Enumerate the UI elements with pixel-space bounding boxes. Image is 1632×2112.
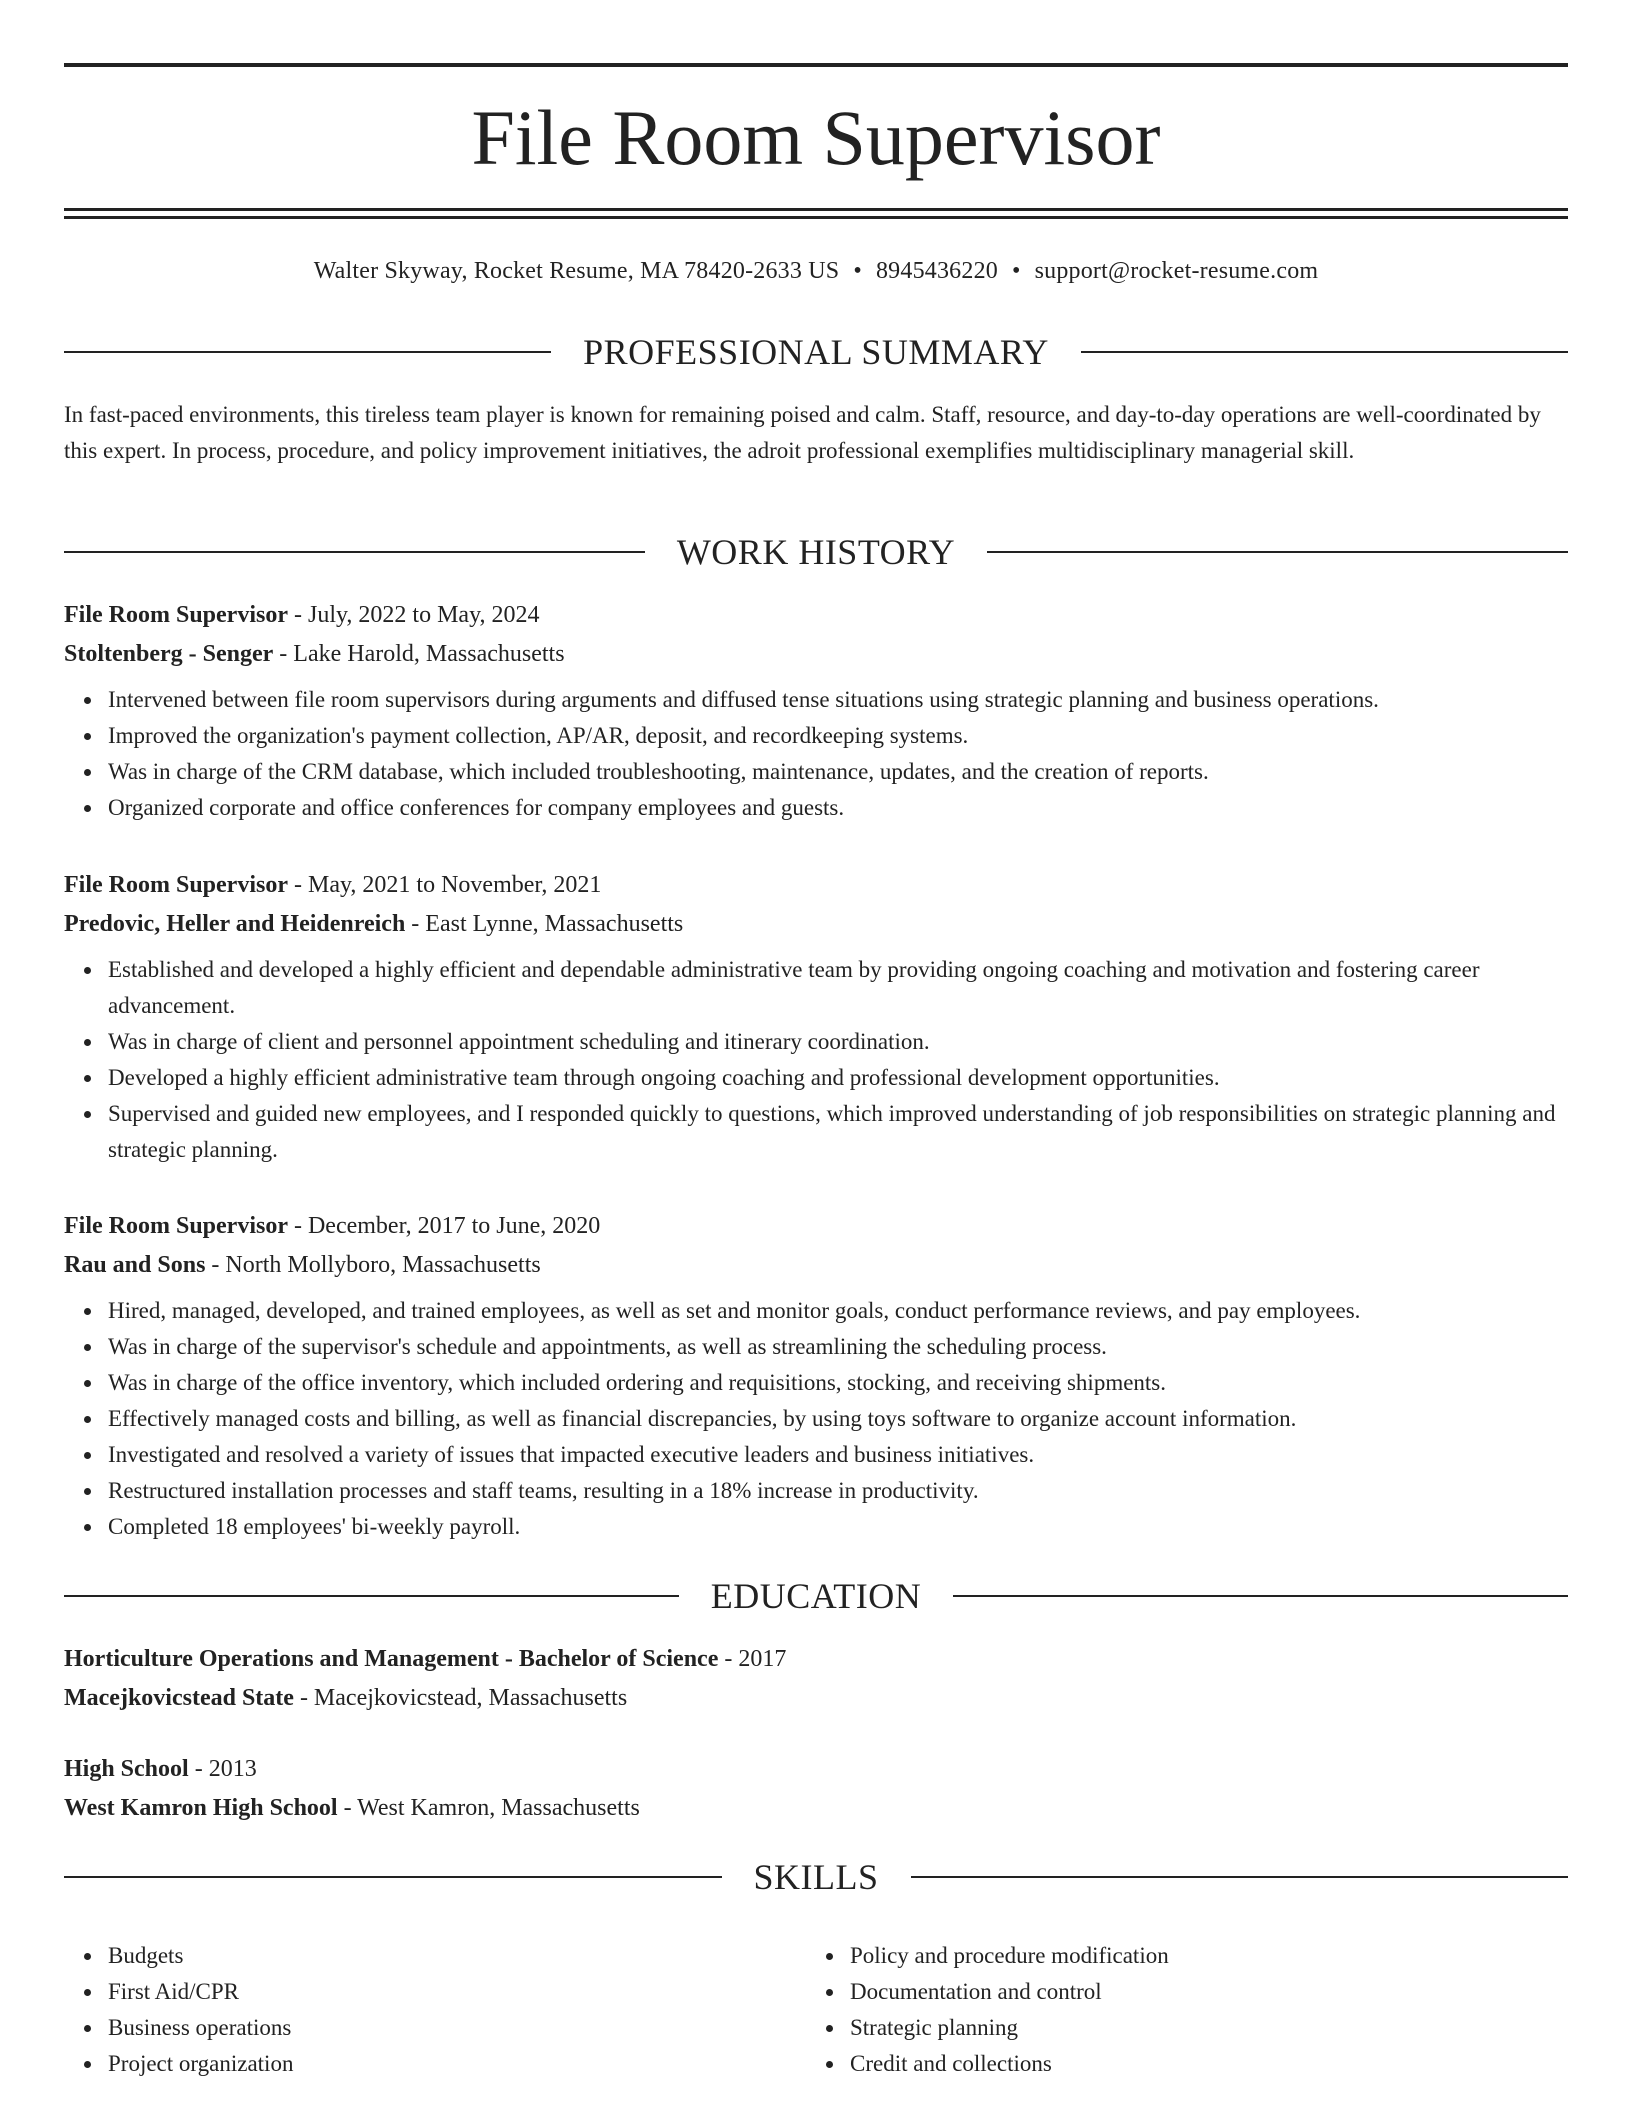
skill-item: First Aid/CPR <box>108 1974 764 2010</box>
skills-column-right <box>806 1938 1506 2082</box>
heading-rule <box>64 1595 679 1597</box>
education-degree: Horticulture Operations and Management - Bachelor of Science <box>64 1646 719 1672</box>
job-bullet: Supervised and guided new employees, and I responded quickly to questions, which improved understanding of job responsibilities on strategic planning and strategic planning. <box>108 1096 1568 1168</box>
job-bullet: Intervened between file room supervisors during arguments and diffused tense situations using strategic planning and business operations. <box>108 682 1568 718</box>
summary-text: In fast-paced environments, this tireless team player is known for remaining poised and calm. Staff, resource, and day-to-day operations are well-coordinated by this expert. In process, procedure, and policy improvement initiatives, the adroit professional exemplifies multidisciplinary managerial skill. <box>64 402 1541 463</box>
education-school-line <box>64 1789 1568 1828</box>
job-location: - North Mollyboro, Massachusetts <box>205 1252 541 1278</box>
job-bullet: Completed 18 employees' bi-weekly payroll. <box>108 1509 1568 1545</box>
education-entry <box>64 1640 1568 1718</box>
contact-address: Walter Skyway, Rocket Resume, MA 78420-2633 US <box>313 258 840 284</box>
job-bullet: Restructured installation processes and staff teams, resulting in a 18% increase in productivity. <box>108 1473 1568 1509</box>
job-entry <box>64 1207 1568 1545</box>
job-bullet: Was in charge of the supervisor's schedule and appointments, as well as streamlining the scheduling process. <box>108 1329 1568 1365</box>
job-dates: - July, 2022 to May, 2024 <box>287 602 540 628</box>
job-title-line <box>64 866 1568 905</box>
education-degree: High School <box>64 1756 189 1782</box>
job-bullet: Investigated and resolved a variety of issues that impacted executive leaders and business initiatives. <box>108 1437 1568 1473</box>
job-dates: - December, 2017 to June, 2020 <box>287 1213 601 1239</box>
education-entry <box>64 1750 1568 1828</box>
job-bullet: Was in charge of client and personnel appointment scheduling and itinerary coordination. <box>108 1024 1568 1060</box>
job-company: Stoltenberg - Senger <box>64 641 274 667</box>
education-degree-line <box>64 1640 1568 1679</box>
job-bullet: Improved the organization's payment collection, AP/AR, deposit, and recordkeeping systems. <box>108 718 1568 754</box>
job-company-line <box>64 1246 1568 1285</box>
education-school: Macejkovicstead State <box>64 1685 294 1711</box>
skills-list <box>806 1938 1506 2082</box>
heading-rule <box>953 1595 1568 1597</box>
skill-item: Budgets <box>108 1938 764 1974</box>
heading-rule <box>911 1876 1569 1878</box>
skill-item: Credit and collections <box>850 2046 1506 2082</box>
education-school-line <box>64 1679 1568 1718</box>
job-company-line <box>64 635 1568 674</box>
job-company: Predovic, Heller and Heidenreich <box>64 911 406 937</box>
skills-column-left <box>64 1938 764 2082</box>
job-bullet: Hired, managed, developed, and trained employees, as well as set and monitor goals, conduct performance reviews, and pay employees. <box>108 1293 1568 1329</box>
skill-item: Project organization <box>108 2046 764 2082</box>
education-school: West Kamron High School <box>64 1795 338 1821</box>
job-bullet: Organized corporate and office conferences for company employees and guests. <box>108 790 1568 826</box>
job-bullets <box>64 952 1568 1168</box>
job-title-line <box>64 596 1568 635</box>
job-bullet: Developed a highly efficient administrative team through ongoing coaching and professional development opportunities. <box>108 1060 1568 1096</box>
job-title-line <box>64 1207 1568 1246</box>
job-location: - Lake Harold, Massachusetts <box>273 641 565 667</box>
contact-separator: • <box>853 258 862 284</box>
summary-section-title: PROFESSIONAL SUMMARY <box>583 332 1049 372</box>
contact-email: support@rocket-resume.com <box>1034 258 1319 284</box>
skill-item: Documentation and control <box>850 1974 1506 2010</box>
job-title: File Room Supervisor <box>64 1213 288 1239</box>
heading-rule <box>64 1876 722 1878</box>
header-double-rule-upper <box>64 208 1568 211</box>
job-title: File Room Supervisor <box>64 872 288 898</box>
job-bullet: Effectively managed costs and billing, as well as financial discrepancies, by using toys software to organize account information. <box>108 1401 1568 1437</box>
skill-item: Policy and procedure modification <box>850 1938 1506 1974</box>
education-section-heading <box>64 1574 1568 1618</box>
job-dates: - May, 2021 to November, 2021 <box>287 872 602 898</box>
skills-list <box>64 1938 764 2082</box>
summary-section-heading <box>64 330 1568 374</box>
header-top-rule <box>64 63 1568 67</box>
contact-phone: 8945436220 <box>875 258 998 284</box>
skill-item: Strategic planning <box>850 2010 1506 2046</box>
job-bullets <box>64 1293 1568 1545</box>
resume-title: File Room Supervisor <box>471 94 1161 181</box>
job-bullets <box>64 682 1568 826</box>
work-section-title: WORK HISTORY <box>676 532 956 572</box>
education-year: - 2013 <box>188 1756 257 1782</box>
job-entry <box>64 596 1568 826</box>
education-section-title: EDUCATION <box>710 1576 922 1616</box>
job-company: Rau and Sons <box>64 1252 206 1278</box>
job-bullet: Established and developed a highly efficient and dependable administrative team by providing ongoing coaching and motivation and fostering career advancement. <box>108 952 1568 1024</box>
job-location: - East Lynne, Massachusetts <box>405 911 684 937</box>
skills-section-heading <box>64 1855 1568 1899</box>
job-bullet: Was in charge of the CRM database, which included troubleshooting, maintenance, updates, and the creation of reports. <box>108 754 1568 790</box>
education-degree-line <box>64 1750 1568 1789</box>
skill-item: Business operations <box>108 2010 764 2046</box>
work-section-heading <box>64 530 1568 574</box>
header-double-rule-lower <box>64 216 1568 219</box>
heading-rule <box>1081 351 1568 353</box>
contact-separator: • <box>1011 258 1021 284</box>
job-bullet: Was in charge of the office inventory, which included ordering and requisitions, stocking, and receiving shipments. <box>108 1365 1568 1401</box>
heading-rule <box>64 351 551 353</box>
education-location: - West Kamron, Massachusetts <box>337 1795 640 1821</box>
skills-section-title: SKILLS <box>753 1857 879 1897</box>
heading-rule <box>987 551 1568 553</box>
job-title: File Room Supervisor <box>64 602 288 628</box>
job-entry <box>64 866 1568 1168</box>
education-year: - 2017 <box>718 1646 787 1672</box>
heading-rule <box>64 551 645 553</box>
job-company-line <box>64 905 1568 944</box>
education-location: - Macejkovicstead, Massachusetts <box>293 1685 628 1711</box>
contact-line <box>64 254 1568 288</box>
